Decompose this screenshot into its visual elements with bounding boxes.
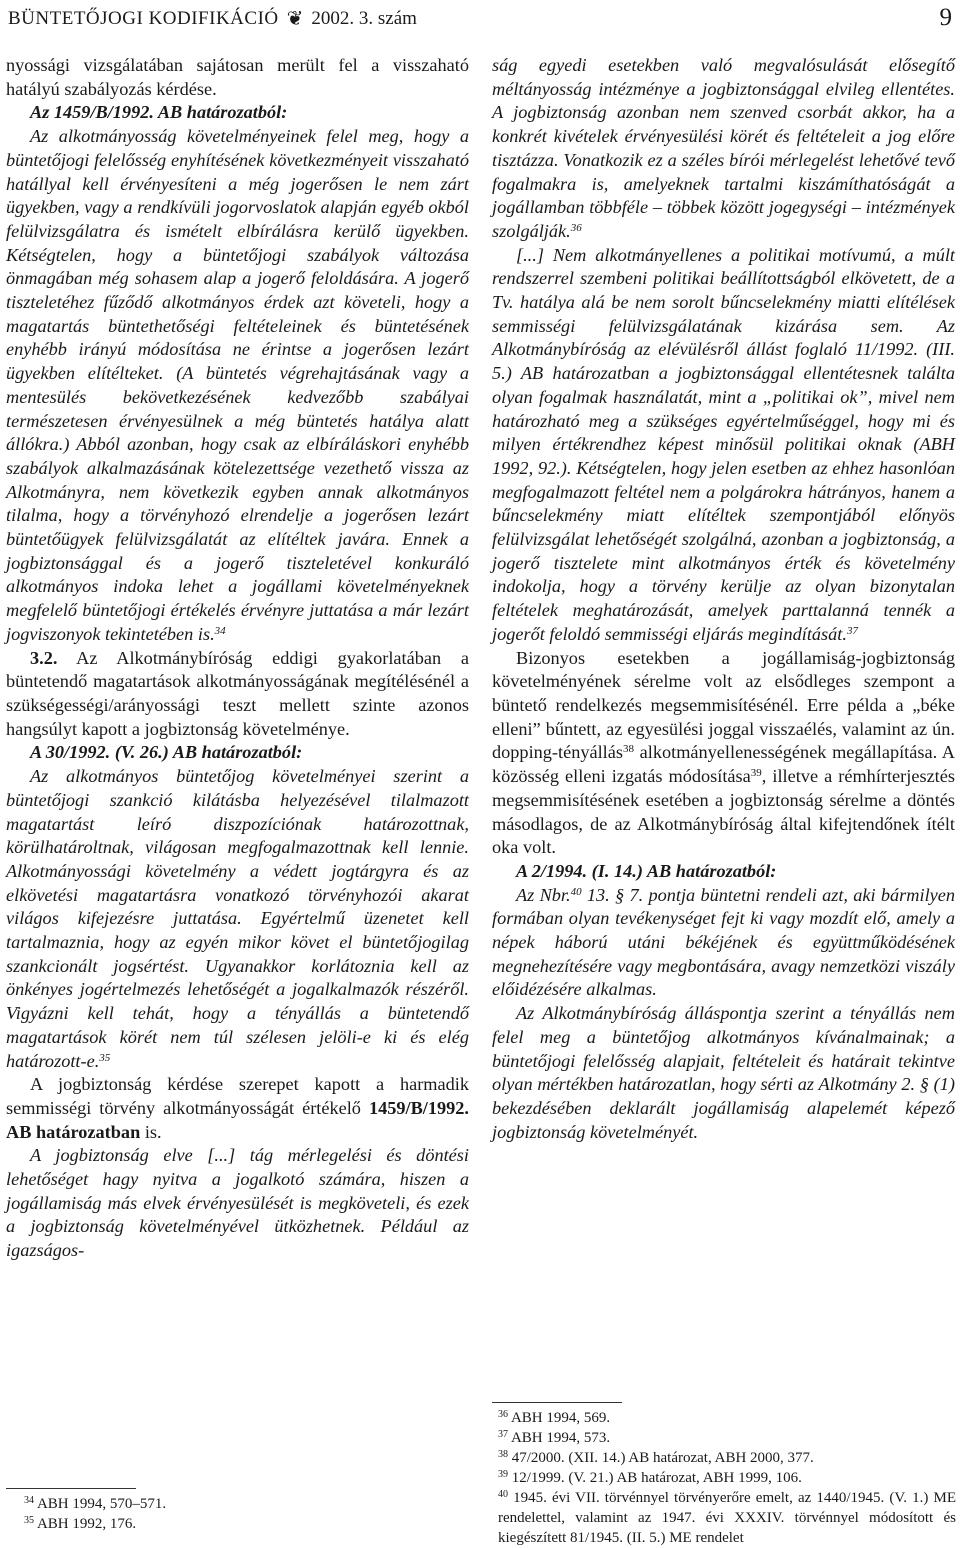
paragraph: nyossági vizsgálatában sajátosan merült fel a visszaható hatályú szabályozás kérdése. <box>6 55 469 99</box>
footnote: $^{34}$ ABH 1994, 570–571. <box>24 1495 167 1512</box>
left-column <box>6 54 469 1263</box>
footnote: $^{40}$ 1945. évi VII. törvénnyel törvényerőre emelt, az 1440/1945. (V. 1.) ME rendelettel, valamint az 1947. évi XXXIV. törvénnyel módosított és kiegészített 81/1945. (II. 5.) ME rendelet <box>498 1489 956 1546</box>
quotation: A jogbiztonság elve [...] tág mérlegelési és döntési lehetőséget hagy nyitva a jogalkotó számára, hiszen a jogállamiság más elvek érvényesülését is megköveteli, és ezek a jogbiztonság követelményével ütközhetnek. Például az igazságos- <box>6 1145 469 1261</box>
decision-reference: A 30/1992. (V. 26.) AB határozatból: <box>30 742 303 763</box>
right-column <box>492 54 955 1144</box>
footnote-ref: 38 <box>623 743 634 756</box>
paragraph: A jogbiztonság kérdése szerepet kapott a harmadik semmisségi törvény alkotmányosságát értékelő 1459/B/1992. AB határozatban is. <box>6 1074 469 1142</box>
paragraph: 3.2. Az Alkotmánybíróság eddigi gyakorlatában a büntetendő magatartások alkotmányosságának megítélésénél a szükségességi/arányossági teszt mellett szinte azonos hangsúlyt kapott a jogbiztonság követelménye. <box>6 647 469 739</box>
footnote-ref: 39 <box>750 767 762 780</box>
footnote: $^{37}$ ABH 1994, 573. <box>498 1429 611 1446</box>
footnote-ref: 40 <box>570 885 582 898</box>
footnote: $^{39}$ 12/1999. (V. 21.) AB határozat, ABH 1999, 106. <box>498 1469 802 1486</box>
quotation: Az Nbr.$^{40}$ 13. § 7. pontja büntetni rendeli azt, aki bármilyen formában olyan tevékenységet fejt ki vagy mozdít elő, amely a népek háború utáni békéjének és együttműködésének megnehezítésére vagy megbontására, avagy nemzetközi viszály előidézésére alkalmas. <box>492 884 956 1000</box>
decision-reference: A 2/1994. (I. 14.) AB határozatból: <box>516 860 777 881</box>
paragraph: Bizonyos esetekben a jogállamiság-jogbiztonság követelményének sérelme volt az elsődleges szempont a büntető rendelkezés megsemmisítésénél. Erre példa a „béke elleni” bűntett, az egyesülési joggal visszaélés, valamint az ún. dopping-tényállás$^{38}$ alkotmányellenességének megállapítása. A közösség elleni izgatás módosítása$^{39}$, illetve a rémhírterjesztés megsemmisítésének esetében a jogbiztonság sérelme a döntés másodlagos, de az Alkotmánybíróság által kifejtendőnek ítélt oka volt. <box>492 647 955 858</box>
footnote-ref: 34 <box>214 624 226 637</box>
footnotes-left <box>24 1494 464 1534</box>
fleuron-icon: ❦ <box>286 8 304 30</box>
quotation: [...] Nem alkotmányellenes a politikai motívumú, a múlt rendszerrel szembeni politikai beállítottságból elkövetett, de a Tv. hatálya alá be nem sorolt bűncselekmény miatti elítélések semmisségi felülvizsgálatának kizárása sem. Az Alkotmánybíróság az elévülésről állást foglaló 11/1992. (III. 5.) AB határozatban a jogbiztonsággal ellentétesnek találta olyan fogalmak használatát, mint a „politikai ok”, mivel nem határozható meg a szükséges egyértelműséggel, hogy mi és milyen értékrendhez képest minősül politikai oknak (ABH 1992, 92.). Kétségtelen, hogy jelen esetben az ehhez hasonlóan megfogalmazott feltétel nem a polgárokra hátrányos, hanem a bűncselekmény miatt elítéltek szempontjából előnyös felülvizsgálat lehetőségét szolgálná, azonban a jogbiztonság, a jogerő tisztelete mint alkotmányos érték és követelmény indokolja, hogy a törvény kerülje az olyan bizonytalan feltételek meghatározását, amelyek parttalanná tennék a jogerőt feloldó semmisségi eljárás megindítását.$^{37}$ <box>492 244 955 644</box>
quotation: Az alkotmányosság követelményeinek felel meg, hogy a büntetőjogi felelősség enyhítésének következményeit visszaható hatállyal kell érvényesíteni a még jogerősen le nem zárt ügyekben, vagy a rendkívüli jogorvoslatok alapján egyéb okból felülvizsgálatra és ismételt elbírálásra kerülő ügyekben. Kétségtelen, hogy a büntetőjogi szabályok változása önmagában még sohasem alap a jogerő feloldására. A jogerő tiszteletéhez fűződő alkotmányos érdek azt követeli, hogy a magatartás büntethetőségi feltételeinek és büntetésének enyhébb irányú módosítása ne érintse a jogerősen lezárt ügyekben elítélteket. (A büntetés végrehajtásának vagy a mentesülés bekövetkezésének kedvezőbb szabályai természetesen érvényesülnek a még büntetés hatálya alatt állókra.) Abból azonban, hogy csak az elbíráláskori enyhébb szabályok alkalmazásának kötelezettsége vezethető vissza az Alkotmányra, nem következik egyben annak alkotmányos tilalma, hogy a törvényhozó elrendelje a jogerősen lezárt büntetőügyek felülvizsgálatát az elítéltek javára. Ennek a jogbiztonsággal és a jogerő tiszteletével konkuráló alkotmányos indoka lehet a jogállami követelményeknek megfelelő büntetőjogi értékelés érvényre juttatása a már lezárt jogviszonyok tekintetében is.$^{34}$ <box>6 126 469 644</box>
running-header <box>8 4 952 34</box>
footnote-divider <box>6 1488 136 1489</box>
footnote: $^{35}$ ABH 1992, 176. <box>24 1515 137 1532</box>
quotation: Az alkotmányos büntetőjog követelményei szerint a büntetőjogi szankció kilátásba helyezésével tilalmazott magatartást leíró diszpozíciónak határozottnak, körülhatároltnak, világosan megfogalmazottnak kell lennie. Alkotmányossági követelmény a védett jogtárgyra és az elkövetési magatartásra vonatkozó törvényhozói akarat világos kifejezésre juttatása. Egyértelmű üzenetet kell tartalmaznia, hogy az egyén mikor követ el büntetőjogilag szankcionált jogsértést. Ugyanakkor korlátoznia kell az önkényes jogértelmezés lehetőségét a jogalkalmazók részéről. Vigyázni kell tehát, hogy a tényállás a büntetendő magatartások körét nem túl szélesen jelöli-e ki és elég határozott-e.$^{35}$ <box>6 766 469 1071</box>
footnote-ref: 37 <box>846 624 858 637</box>
footnote-divider <box>492 1402 622 1403</box>
page-number: 9 <box>939 4 952 31</box>
decision-reference: Az 1459/B/1992. AB határozatból: <box>30 102 288 123</box>
footnote: $^{36}$ ABH 1994, 569. <box>498 1409 611 1426</box>
footnotes-right <box>498 1408 956 1548</box>
journal-title: BÜNTETŐJOGI KODIFIKÁCIÓ <box>8 8 279 29</box>
issue-label: 2002. 3. szám <box>311 8 417 29</box>
footnote-ref: 36 <box>570 221 582 234</box>
quotation: ság egyedi esetekben való megvalósulását elősegítő méltányosság intézménye a jogbiztonsággal elvileg ellentétes. A jogbiztonság azonban nem szenved csorbát akkor, ha a konkrét kivételek érvényesülési körét és feltételeit a jog előre tisztázza. Vonatkozik ez a széles bírói mérlegelést lehetővé tevő fogalmakra is, amelyeknek tartalmi kiszámíthatóságát a jogállamban többféle – többek között jogegységi – intézmények szolgálják.$^{36}$ <box>492 55 955 241</box>
footnote: $^{38}$ 47/2000. (XII. 14.) AB határozat, ABH 2000, 377. <box>498 1449 814 1466</box>
quotation: Az Alkotmánybíróság álláspontja szerint a tényállás nem felel meg a büntetőjog alkotmányos kívánalmainak; a büntetőjogi felelősség alapjait, feltételeit és határait tekintve olyan mértékben határozatlan, hogy sérti az Alkotmány 2. § (1) bekezdésében deklarált jogállamiság alapelemét képező jogbiztonság követelményét. <box>492 1003 955 1142</box>
footnote-ref: 35 <box>99 1051 111 1064</box>
section-number: 3.2. <box>30 647 58 668</box>
